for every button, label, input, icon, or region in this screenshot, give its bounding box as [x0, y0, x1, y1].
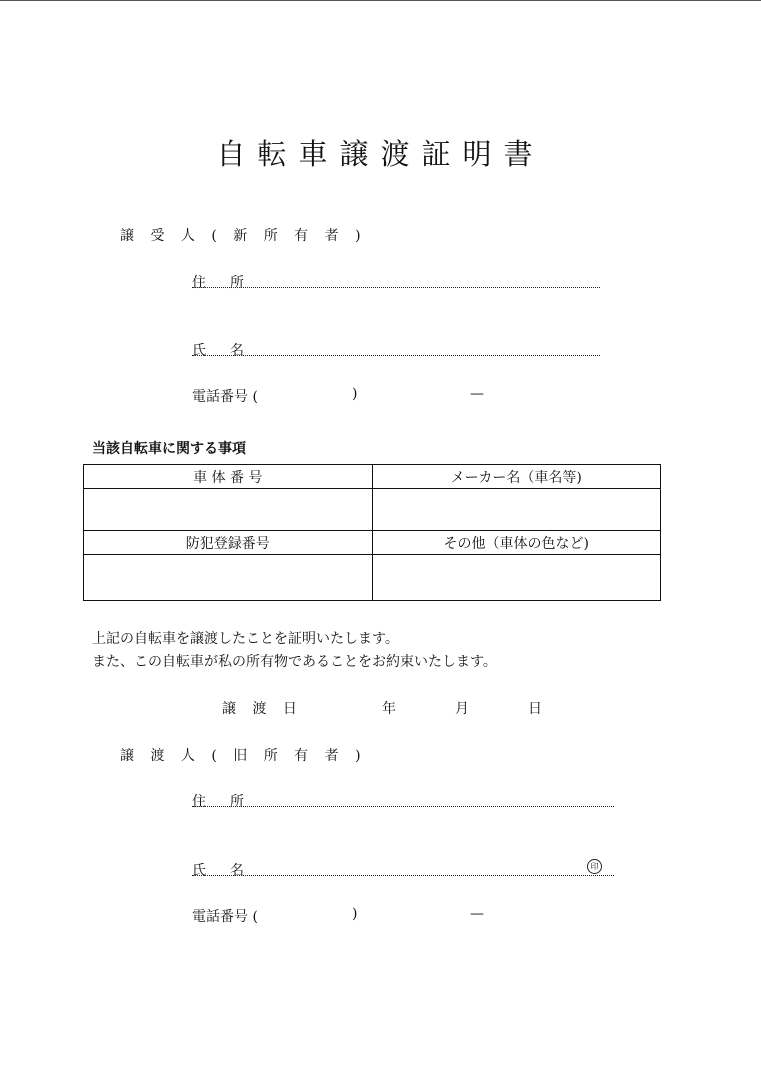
recipient-address-field[interactable] [192, 287, 600, 288]
date-day-label: 日 [528, 701, 542, 717]
page-top-border [0, 0, 761, 1]
transferor-name-label: 氏名 [192, 863, 268, 879]
seal-mark: 印 [587, 859, 602, 874]
transferor-phone-close: ) [352, 906, 358, 922]
bike-info-table [83, 464, 661, 601]
recipient-name-label: 氏名 [192, 343, 268, 359]
recipient-heading: 譲 受 人 ( 新 所 有 者 ) [120, 228, 367, 244]
recipient-address-label: 住所 [192, 275, 268, 291]
transferor-phone-label: 電話番号 ( [192, 909, 258, 925]
recipient-phone-close: ) [352, 386, 358, 402]
transferor-heading: 譲 渡 人 ( 旧 所 有 者 ) [120, 748, 367, 764]
document-title: 自転車譲渡証明書 [216, 137, 545, 171]
recipient-phone-dash: — [470, 386, 484, 402]
frame-number-header: 車 体 番 号 [84, 465, 373, 489]
statement-line-2: また、この自転車が私の所有物であることをお約束いたします。 [92, 654, 497, 670]
transferor-address-label: 住所 [192, 794, 268, 810]
statement-line-1: 上記の自転車を譲渡したことを証明いたします。 [92, 631, 399, 647]
transferor-name-field[interactable] [192, 875, 614, 876]
maker-name-header: メーカー名（車名等) [372, 465, 661, 489]
transfer-date-label: 譲 渡 日 [222, 701, 303, 717]
registration-number-header: 防犯登録番号 [84, 531, 373, 555]
date-month-label: 月 [455, 701, 469, 717]
other-info-header: その他（車体の色など) [372, 531, 661, 555]
recipient-name-field[interactable] [192, 355, 600, 356]
transferor-phone-dash: — [470, 906, 484, 922]
date-year-label: 年 [382, 701, 396, 717]
registration-number-cell[interactable] [84, 555, 373, 601]
maker-name-cell[interactable] [372, 489, 661, 531]
transferor-address-field[interactable] [192, 806, 614, 807]
other-info-cell[interactable] [372, 555, 661, 601]
frame-number-cell[interactable] [84, 489, 373, 531]
recipient-phone-label: 電話番号 ( [192, 389, 258, 405]
bike-section-heading: 当該自転車に関する事項 [92, 441, 246, 457]
